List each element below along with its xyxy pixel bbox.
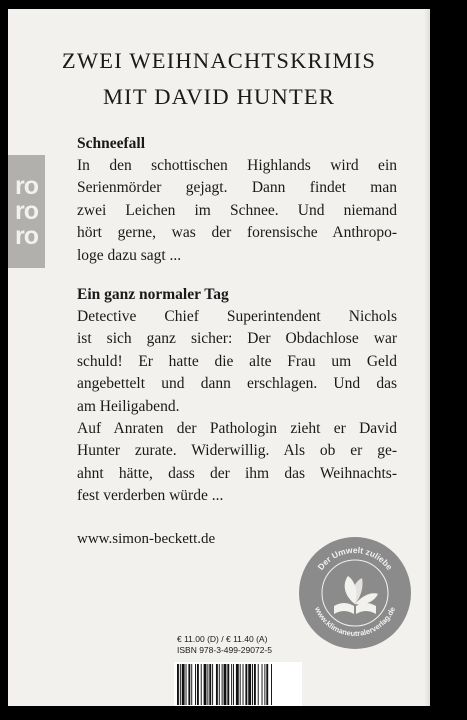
barcode-bar: [240, 664, 241, 705]
story-text-line: fest verderben würde ...: [77, 487, 224, 505]
barcode-bar: [209, 664, 211, 705]
barcode-bar: [264, 664, 265, 705]
barcode-bar: [227, 664, 229, 705]
barcode-bar: [243, 664, 244, 705]
barcode-bar: [222, 664, 223, 705]
barcode-bar: [186, 664, 187, 705]
cover-edge-shadow: [424, 9, 430, 706]
author-website-link[interactable]: www.simon-beckett.de: [77, 531, 216, 547]
seal-top-text: Der Umwelt zuliebe: [315, 544, 395, 572]
price-block: [177, 634, 297, 656]
isbn-barcode: [174, 662, 302, 706]
barcode-bar: [252, 664, 253, 705]
story-heading: Schneefall: [77, 135, 146, 152]
klimaneutral-seal-icon: [298, 536, 412, 650]
barcode-bar: [266, 664, 268, 705]
story-text-line: loge dazu sagt ...: [77, 246, 182, 264]
barcode-bar: [236, 664, 239, 705]
story-text-line: zwei Leichen im Schnee. Und niemand: [77, 201, 397, 219]
cover-title-line-1: ZWEI WEIHNACHTSKRIMIS: [61, 48, 377, 73]
price-label: € 11.00 (D) / € 11.40 (A): [177, 634, 268, 644]
barcode-bar: [254, 664, 256, 705]
barcode-bar: [245, 664, 247, 705]
barcode-bar: [224, 664, 227, 705]
barcode-bar: [204, 664, 207, 705]
barcode-bar: [191, 664, 192, 705]
barcode-bar: [197, 664, 199, 705]
story-text-line: ist sich ganz sicher: Der Obdachlose war: [77, 330, 397, 348]
story-text-line: Detective Chief Superintendent Nichols: [77, 308, 397, 325]
barcode-bar: [219, 664, 220, 705]
barcode-bar: [233, 664, 234, 705]
rororo-logo: [8, 155, 45, 268]
story-schneefall: [77, 133, 397, 267]
barcode-bar: [271, 664, 272, 705]
story-text-line: am Heiligabend.: [77, 397, 180, 415]
story-text-line: Hunter zurate. Widerwillig. Als ob er ge-: [77, 442, 397, 460]
story-text-line: Serienmörder gejagt. Dann findet man: [77, 179, 397, 197]
barcode-bar: [188, 664, 190, 705]
rororo-logo-letters: ro: [15, 172, 38, 200]
story-text-line: In den schottischen Highlands wird ein: [77, 157, 397, 174]
barcode-bar: [195, 664, 196, 705]
story-heading: Ein ganz normaler Tag: [77, 286, 229, 303]
cover-title-line-2: MIT DAVID HUNTER: [102, 84, 336, 109]
isbn-label: ISBN 978-3-499-29072-5: [177, 645, 272, 655]
book-back-cover: [8, 9, 430, 706]
barcode-bar: [180, 664, 181, 705]
barcode-bar: [182, 664, 185, 705]
barcode-bar: [216, 664, 218, 705]
story-text-line: angebettelt und dann erschlagen. Und das: [77, 375, 397, 393]
barcode-bar: [207, 664, 208, 705]
barcode-bar: [177, 664, 179, 705]
story-text-line: schuld! Er hatte die alte Frau um Geld: [77, 352, 397, 370]
barcode-bar: [231, 664, 232, 705]
seal-bottom-text: www.klimaneutralerverlag.de: [312, 605, 398, 639]
barcode-bar: [258, 664, 259, 705]
story-text-line: ahnt hätte, dass der ihm das Weihnachts-: [77, 464, 397, 482]
barcode-bar: [212, 664, 213, 705]
barcode-bar: [201, 664, 202, 705]
rororo-logo-letters: ro: [15, 222, 38, 250]
story-text-line: Auf Anraten der Pathologin zieht er David: [77, 420, 397, 438]
story-ein-ganz-normaler-tag: [77, 284, 397, 508]
barcode-bar: [262, 664, 263, 705]
story-text-line: hört gerne, was der forensische Anthropo-: [77, 224, 397, 242]
rororo-logo-letters: ro: [15, 197, 38, 225]
barcode-bar: [248, 664, 251, 705]
